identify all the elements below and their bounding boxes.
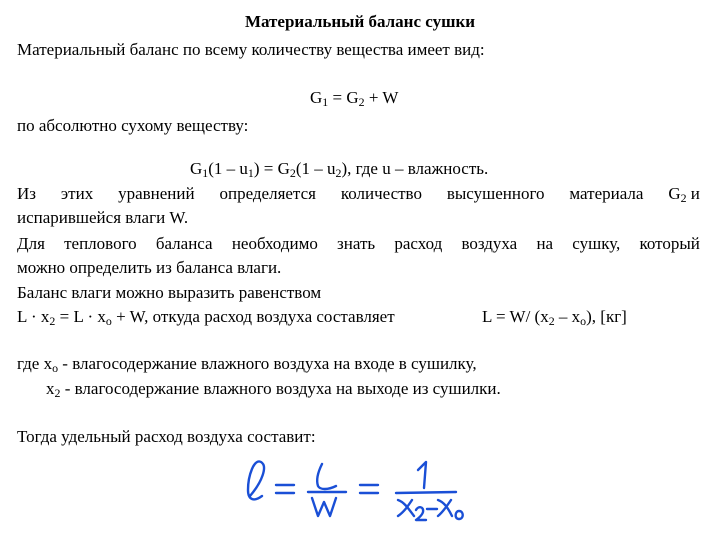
paragraph-1-line-2: испарившейся влаги W. <box>17 208 189 227</box>
definition-x0: где $x_o$ - влагосодержание влажного воздуха на входе в сушилку, <box>17 354 477 375</box>
intro-text: Материальный баланс по всему количеству вещества имеет вид: <box>17 40 485 59</box>
equation-air-consumption: L = W/ $(x_2 - x_o)$, [кг] <box>482 307 627 328</box>
page-title: Материальный баланс сушки <box>244 12 476 31</box>
paragraph-2-line-1: Для теплового баланса необходимо знать расход воздуха на сушку, который <box>17 234 700 253</box>
equation-moisture-balance: $L \cdot x_2 = L \cdot x_o + W$, откуда расход воздуха составляет <box>17 307 395 328</box>
definition-x2: $x_2$ - влагосодержание влажного воздуха на выходе из сушилки. <box>46 379 501 400</box>
dry-substance-label: по абсолютно сухому веществу: <box>17 116 249 135</box>
handwritten-formula-image <box>228 452 478 524</box>
handwritten-formula <box>228 452 478 524</box>
specific-consumption-text: Тогда удельный расход воздуха составит: <box>17 427 316 446</box>
paragraph-2-line-2: можно определить из баланса влаги. <box>17 258 282 277</box>
paragraph-3: Баланс влаги можно выразить равенством <box>17 283 322 302</box>
paragraph-1-line-1: Из этих уравнений определяется количество высушенного материала $G_2$ и <box>17 184 700 205</box>
equation-dry-balance: $G_1(1 - u_1) = G_2(1 - u_2)$, где u – влажность. <box>190 159 489 180</box>
equation-total-balance: $G_1 = G_2 + W$ <box>310 88 399 109</box>
